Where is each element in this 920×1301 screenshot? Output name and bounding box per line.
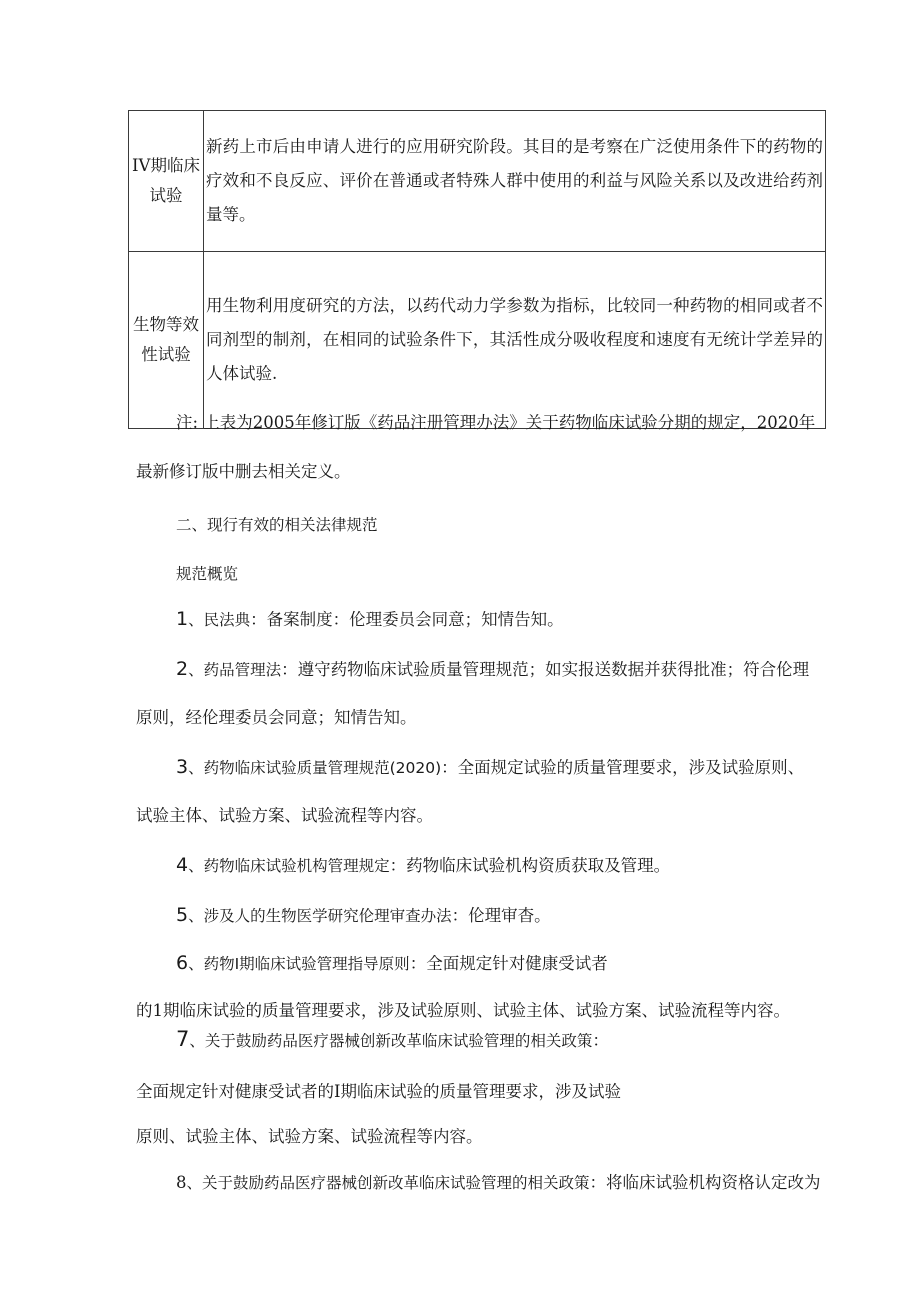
list-item-continuation: 全面规定针对健康受试者的I期临床试验的质量管理要求，涉及试验 <box>136 1082 622 1101</box>
item-separator: 、 <box>186 1174 203 1192</box>
item-colon: ： <box>250 610 267 629</box>
item-text: 伦理审杳。 <box>468 906 551 925</box>
trial-phase-table <box>128 110 826 429</box>
item-colon: ： <box>441 758 458 777</box>
item-separator: 、 <box>189 1032 205 1050</box>
phase-label: 生物等效性试验 <box>129 252 204 429</box>
table-note-line: 注: 上表为2005年修订版《药品注册管理办法》关于药物临床试验分期的规定，2020年 <box>176 413 816 432</box>
item-text: 备案制度：伦理委员会同意；知情告知。 <box>266 610 564 629</box>
item-number: 6 <box>176 952 189 974</box>
section-heading: 二、现行有效的相关法律规范 <box>176 516 378 534</box>
item-number: 8 <box>176 1173 187 1192</box>
list-item <box>176 1170 866 1196</box>
item-separator: 、 <box>188 907 204 925</box>
law-name: 关于鼓励药品医疗器械创新改革临床试验管理的相关政策 <box>202 1174 590 1192</box>
item-colon: ： <box>589 1173 607 1192</box>
list-item-continuation: 原则，经伦理委员会同意；知情告知。 <box>136 708 417 727</box>
list-item-continuation: 原则、试验主体、试验方案、试验流程等内容。 <box>136 1127 483 1146</box>
law-name: 药物临床试验机构管理规定 <box>203 857 390 875</box>
item-text: 全面规定针对健康受试者 <box>426 954 608 973</box>
list-item <box>176 656 866 683</box>
table-note-line: 最新修订版中删去相关定义。 <box>136 462 351 481</box>
list-item <box>176 754 866 781</box>
item-number: 1 <box>176 608 189 630</box>
item-separator: 、 <box>188 661 204 679</box>
item-colon: ： <box>281 660 298 679</box>
item-number: 3 <box>176 756 189 778</box>
item-number: 7 <box>176 1027 190 1051</box>
law-name: 药物临床试验质量管理规范(2020) <box>203 759 442 777</box>
phase-description: 新药上市后由申请人进行的应用研究阶段。其目的是考察在广泛使用条件下的药物的疗效和不良反应、评价在普通或者特殊人群中使用的利益与风险关系以及改进给药剂量等。 <box>204 111 826 252</box>
list-item <box>176 852 866 879</box>
item-separator: 、 <box>188 857 204 875</box>
list-item <box>176 902 866 929</box>
item-separator: 、 <box>188 611 204 629</box>
item-number: 5 <box>176 904 189 926</box>
law-name: 涉及人的生物医学研究伦理审查办法 <box>203 907 452 925</box>
item-text: 将临床试验机构资格认定改为 <box>606 1173 821 1192</box>
phase-description: 用生物利用度研究的方法，以药代动力学参数为指标，比较同一种药物的相同或者不同剂型的制剂，在相同的试验条件下，其活性成分吸收程度和速度有无统计学差异的人体试验. <box>204 252 826 429</box>
list-item <box>176 606 866 633</box>
law-name: 民法典 <box>203 611 251 629</box>
item-separator: 、 <box>188 955 204 973</box>
law-name: 药物I期临床试验管理指导原则 <box>203 955 410 973</box>
table-row <box>129 111 826 252</box>
list-item-continuation: 的1期临床试验的质量管理要求，涉及试验原则、试验主体、试验方案、试验流程等内容。 <box>136 1001 790 1020</box>
item-number: 2 <box>176 658 189 680</box>
item-separator: 、 <box>188 759 204 777</box>
item-colon: ： <box>451 906 469 925</box>
item-colon: ： <box>592 1031 609 1050</box>
list-item-continuation: 试验主体、试验方案、试验流程等内容。 <box>136 806 433 825</box>
item-text: 药物临床试验机构资质获取及管理。 <box>406 856 671 875</box>
law-name: 关于鼓励药品医疗器械创新改革临床试验管理的相关政策 <box>204 1032 593 1050</box>
item-text: 遵守药物临床试验质量管理规范；如实报送数据并获得批准；符合伦理 <box>297 660 810 679</box>
item-colon: ： <box>409 954 427 973</box>
item-text: 全面规定试验的质量管理要求，涉及试验原则、 <box>457 758 805 777</box>
item-colon: ： <box>389 856 407 875</box>
law-name: 药品管理法 <box>203 661 282 679</box>
phase-label: IV期临床试验 <box>129 111 204 252</box>
list-item <box>176 950 866 977</box>
subheading: 规范概览 <box>176 565 239 583</box>
table-row <box>129 252 826 429</box>
item-number: 4 <box>176 854 189 876</box>
list-item <box>176 1026 866 1054</box>
